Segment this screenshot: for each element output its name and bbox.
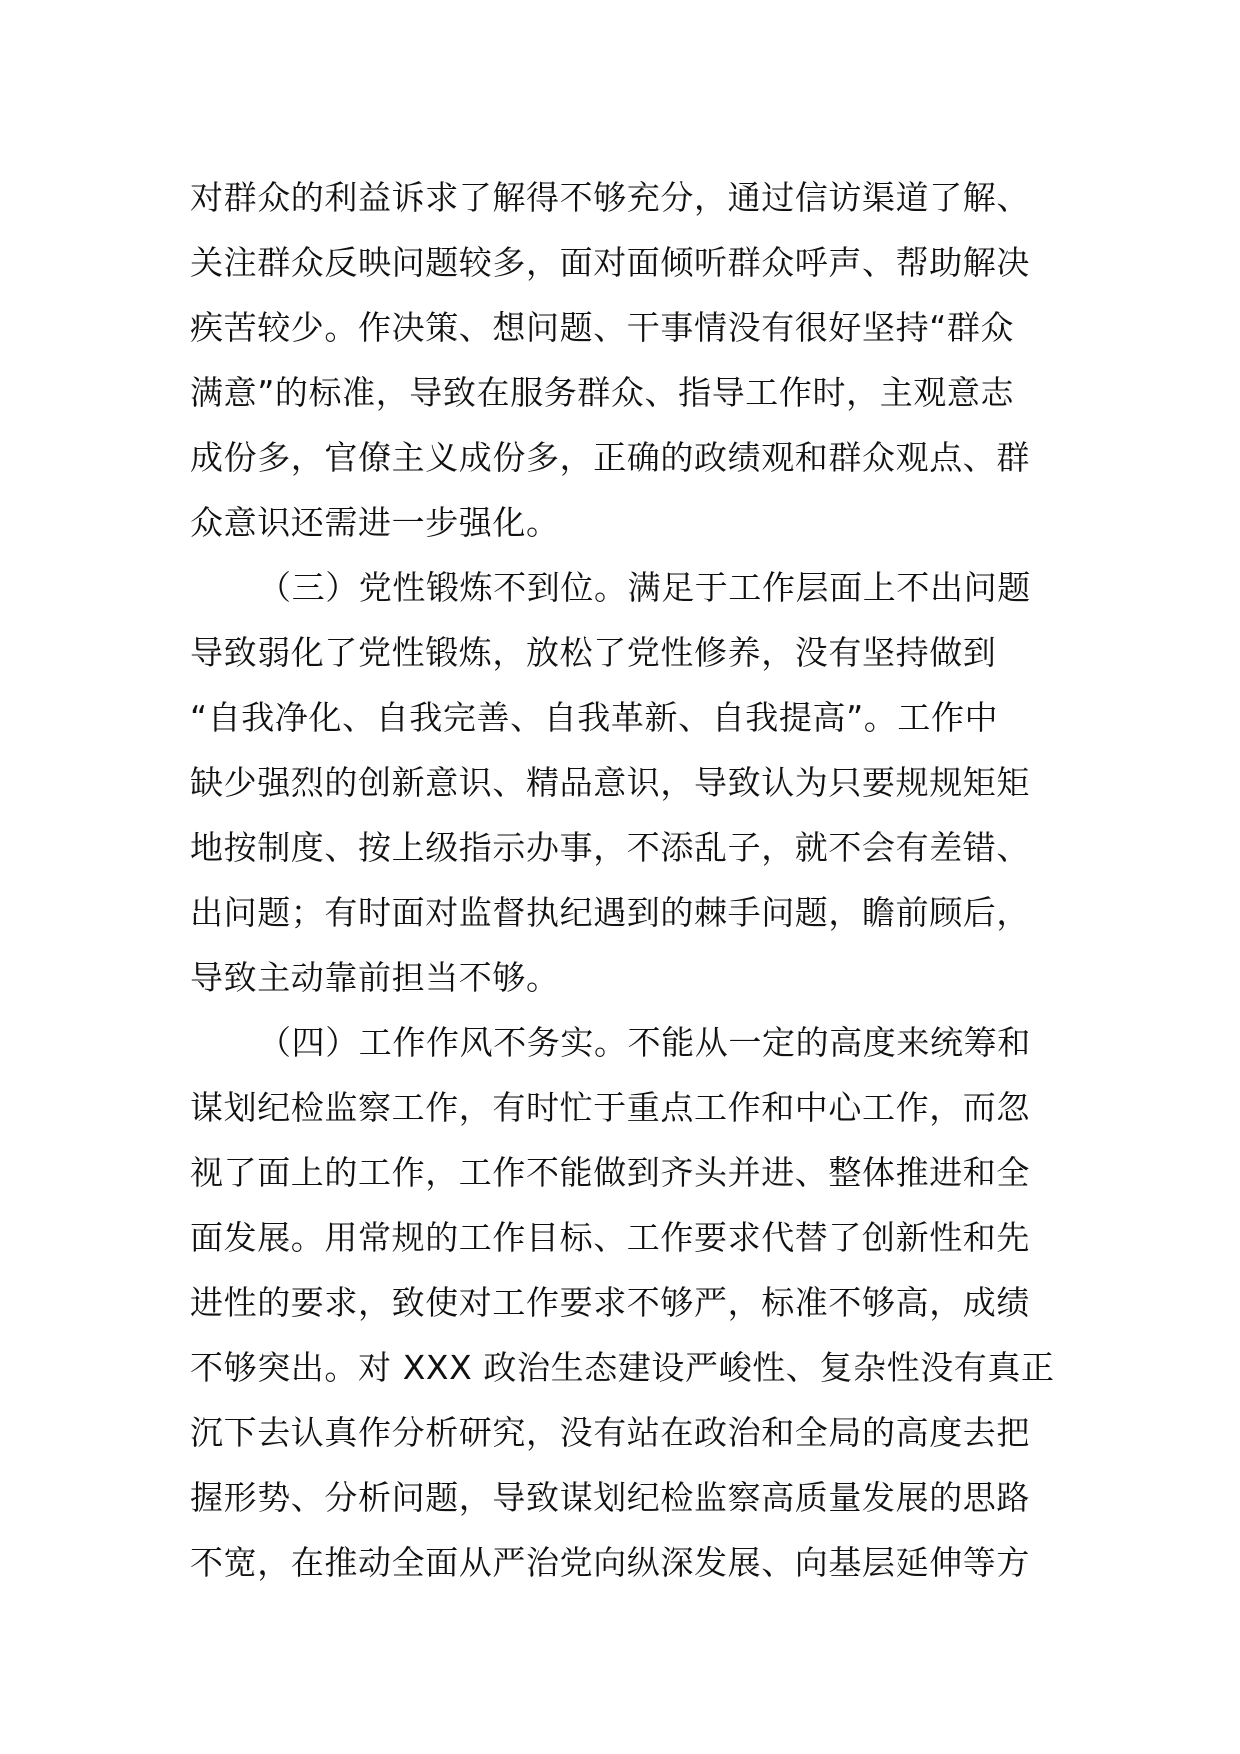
section-heading-line: （三）党性锻炼不到位。满足于工作层面上不出问题: [258, 568, 1031, 607]
text-line: 进性的要求，致使对工作要求不够严，标准不够高，成绩: [190, 1283, 1030, 1322]
text-line: 缺少强烈的创新意识、精品意识，导致认为只要规规矩矩: [190, 763, 1030, 802]
text-line: 满意”的标准，导致在服务群众、指导工作时，主观意志: [190, 373, 1015, 412]
text-line: 握形势、分析问题，导致谋划纪检监察高质量发展的思路: [190, 1478, 1030, 1517]
document-body: [190, 165, 1058, 1595]
text-line: 众意识还需进一步强化。: [190, 503, 560, 542]
text-line: 谋划纪检监察工作，有时忙于重点工作和中心工作，而忽: [190, 1088, 1030, 1127]
text-line: 不够突出。对 XXX 政治生态建设严峻性、复杂性没有真正: [190, 1348, 1055, 1387]
text-line: 面发展。用常规的工作目标、工作要求代替了创新性和先: [190, 1218, 1030, 1257]
text-line: 关注群众反映问题较多，面对面倾听群众呼声、帮助解决: [190, 243, 1030, 282]
text-line: 视了面上的工作，工作不能做到齐头并进、整体推进和全: [190, 1153, 1030, 1192]
text-line: 出问题；有时面对监督执纪遇到的棘手问题，瞻前顾后，: [190, 893, 1030, 932]
text-line: “自我净化、自我完善、自我革新、自我提高”。工作中: [190, 698, 999, 737]
text-line: 疾苦较少。作决策、想问题、干事情没有很好坚持“群众: [190, 308, 1015, 347]
text-line: 地按制度、按上级指示办事，不添乱子，就不会有差错、: [190, 828, 1030, 867]
text-line: 不宽，在推动全面从严治党向纵深发展、向基层延伸等方: [190, 1543, 1030, 1582]
text-line: 导致主动靠前担当不够。: [190, 958, 560, 997]
text-line: 导致弱化了党性锻炼，放松了党性修养，没有坚持做到: [190, 633, 997, 672]
text-line: 对群众的利益诉求了解得不够充分，通过信访渠道了解、: [190, 178, 1030, 217]
text-line: 成份多，官僚主义成份多，正确的政绩观和群众观点、群: [190, 438, 1030, 477]
text-line: 沉下去认真作分析研究，没有站在政治和全局的高度去把: [190, 1413, 1030, 1452]
section-heading-line: （四）工作作风不务实。不能从一定的高度来统筹和: [258, 1023, 1031, 1062]
